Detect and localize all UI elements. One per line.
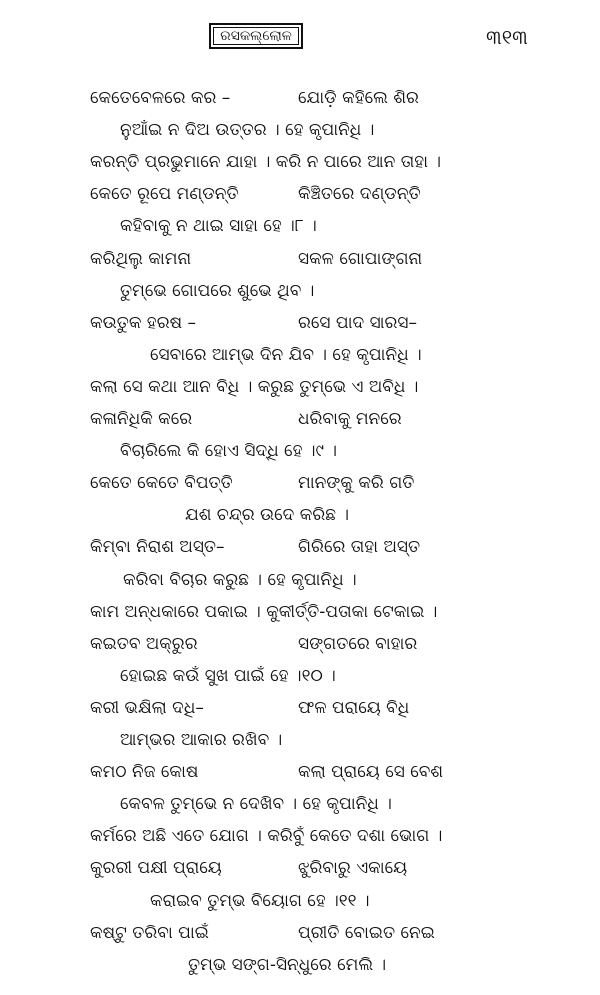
verse-refrain: କରାଇବ ତୁମ୍ଭ ବିୟୋଗ ହେ ।୧୧ । bbox=[150, 891, 370, 911]
verse-refrain: ହୋଇଛ କଉଁ ସୁଖ ପାଇଁ ହେ ।୧୦ । bbox=[120, 666, 336, 686]
verse-left-half: କମଠ ନିଜ କୋଷ bbox=[90, 762, 199, 782]
verse-left-half: କେତେ ରୂପେ ମଣ୍ଡନ୍ତି bbox=[90, 184, 239, 204]
verse-line bbox=[0, 851, 600, 885]
verse-line bbox=[0, 274, 600, 308]
verse-line bbox=[0, 113, 600, 147]
verse-full-line: କର୍ମରେ ଅଛି ଏତେ ଯୋଗ । କରିବୁଁ କେତେ ଦଶା ଭୋଗ । bbox=[90, 826, 443, 846]
verse-left-half: କୁରରୀ ପକ୍ଷୀ ପ୍ରାୟେ bbox=[90, 858, 222, 878]
verse-line bbox=[0, 595, 600, 629]
verse-right-half: କିଞ୍ଚିତରେ ଦଣ୍ଡନ୍ତି bbox=[298, 184, 421, 204]
verse-right-half: ଗିରିରେ ତାହା ଅସ୍ତ bbox=[298, 537, 421, 557]
verse-line bbox=[0, 755, 600, 789]
verse-left-half: କେତେ କେତେ ବିପତ୍ତି bbox=[90, 473, 233, 493]
verse-line bbox=[0, 530, 600, 564]
verse-left-half: କରୀ ଭକ୍ଷିଲା ଦଧି– bbox=[90, 698, 204, 718]
verse-left-half: କଳାନିଧିକି କରେ bbox=[90, 409, 193, 429]
verse-refrain: ନୁଆଁଇ ନ ଦିଅ ଉତ୍ତର । ହେ କୃପାନିଧି । bbox=[120, 120, 375, 140]
verse-line bbox=[0, 884, 600, 918]
verse-line bbox=[0, 177, 600, 211]
verse-line bbox=[0, 787, 600, 821]
verse-refrain: କରିବା ବିଚାର କରୁଛ । ହେ କୃପାନିଧି । bbox=[123, 570, 357, 590]
verse-left-half: କଉତୁକ ହରଷ – bbox=[90, 313, 197, 333]
verse-refrain: କହିବାକୁ ନ ଥାଇ ସାହା ହେ ।୮ । bbox=[120, 216, 317, 236]
verse-right-half: ରସେ ପାଦ ସାରସ– bbox=[298, 313, 418, 333]
verse-left-half: କଷ୍ଟୁ ତରିବା ପାଇଁ bbox=[90, 923, 209, 943]
verse-line bbox=[0, 563, 600, 597]
verse-right-half: ପ୍ରୀତି ବୋଇତ ନେଇ bbox=[298, 923, 435, 943]
verse-line bbox=[0, 209, 600, 243]
verse-right-half: ଝୁରିବାରୁ ଏକାୟେ bbox=[298, 858, 408, 878]
verse-right-half: ମାନଙ୍କୁ କରି ଗତି bbox=[298, 473, 415, 493]
verse-right-half: ଯୋଡ଼ି କହିଲେ ଶିର bbox=[298, 88, 419, 108]
verse-full-line: କରନ୍ତି ପ୍ରଭୁମାନେ ଯାହା । କରି ନ ପାରେ ଆନ ତାହା । bbox=[90, 152, 442, 172]
verse-refrain: କେବଳ ତୁମ୍ଭେ ନ ଦେଖିବ । ହେ କୃପାନିଧି । bbox=[120, 794, 392, 814]
verse-refrain: ତୁମ୍ଭ ସଙ୍ଗ-ସିନ୍ଧୁରେ ମେଲି । bbox=[188, 955, 387, 975]
verse-line bbox=[0, 434, 600, 468]
verse-refrain: ସେବାରେ ଆମ୍ଭ ଦିନ ଯିବ । ହେ କୃପାନିଧି । bbox=[150, 345, 422, 365]
verse-line bbox=[0, 402, 600, 436]
verse-full-line: କାମ ଅନ୍ଧକାରେ ପକାଇ । କୁକୀର୍ତ୍ତି-ପତାକା ଟେକାଇ । bbox=[90, 602, 438, 622]
verse-right-half: କଲା ପ୍ରାୟେ ସେ ବେଶ bbox=[298, 762, 444, 782]
verse-right-half: ଧରିବାକୁ ମନରେ bbox=[298, 409, 402, 429]
verse-right-half: ଫଳ ପରାୟେ ବିଧି bbox=[298, 698, 410, 718]
verse-line bbox=[0, 723, 600, 757]
verse-line bbox=[0, 627, 600, 661]
running-title: ରସକଲ୍ଲୋଳ bbox=[209, 23, 303, 49]
verse-refrain: ଆମ୍ଭର ଆକାର ରଖିବ । bbox=[120, 730, 283, 750]
verse-line bbox=[0, 659, 600, 693]
verse-refrain: ବିଚାରିଲେ କି ହୋଏ ସିଦ୍ଧି ହେ ।୯ । bbox=[120, 441, 338, 461]
verse-line bbox=[0, 145, 600, 179]
verse-line bbox=[0, 370, 600, 404]
verse-left-half: କଇତବ ଅକ୍ରୁର bbox=[90, 634, 198, 654]
verse-refrain: ଯଶ ଚନ୍ଦ୍ର ଉଦେ କରିଛ । bbox=[185, 505, 350, 525]
verse-left-half: କେତେବେଳରେ କର – bbox=[90, 88, 231, 108]
verse-line bbox=[0, 81, 600, 115]
verse-line bbox=[0, 306, 600, 340]
verse-right-half: ସକଳ ଗୋପାଙ୍ଗନା bbox=[298, 249, 423, 269]
page-number: ୩୧୩ bbox=[486, 25, 528, 49]
page-header bbox=[0, 0, 600, 60]
verse-line bbox=[0, 466, 600, 500]
verse-line bbox=[0, 242, 600, 276]
verse-full-line: କଲା ସେ କଥା ଆନ ବିଧି । କରୁଛ ତୁମ୍ଭେ ଏ ଅବିଧି । bbox=[90, 377, 419, 397]
verse-left-half: କିମ୍ବା ନିରାଶ ଅସ୍ତ– bbox=[90, 537, 225, 557]
verse-right-half: ସଙ୍ଗତରେ ବାହାର bbox=[298, 634, 418, 654]
verse-left-half: କରିଥିଲୁ କାମନା bbox=[90, 249, 192, 269]
verse-line bbox=[0, 691, 600, 725]
verse-line bbox=[0, 338, 600, 372]
verse-line bbox=[0, 948, 600, 982]
verse-refrain: ତୁମ୍ଭେ ଗୋପରେ ଶୁଭେ ଥିବ । bbox=[120, 281, 315, 301]
verse-line bbox=[0, 819, 600, 853]
verse-line bbox=[0, 498, 600, 532]
verse-line bbox=[0, 916, 600, 950]
